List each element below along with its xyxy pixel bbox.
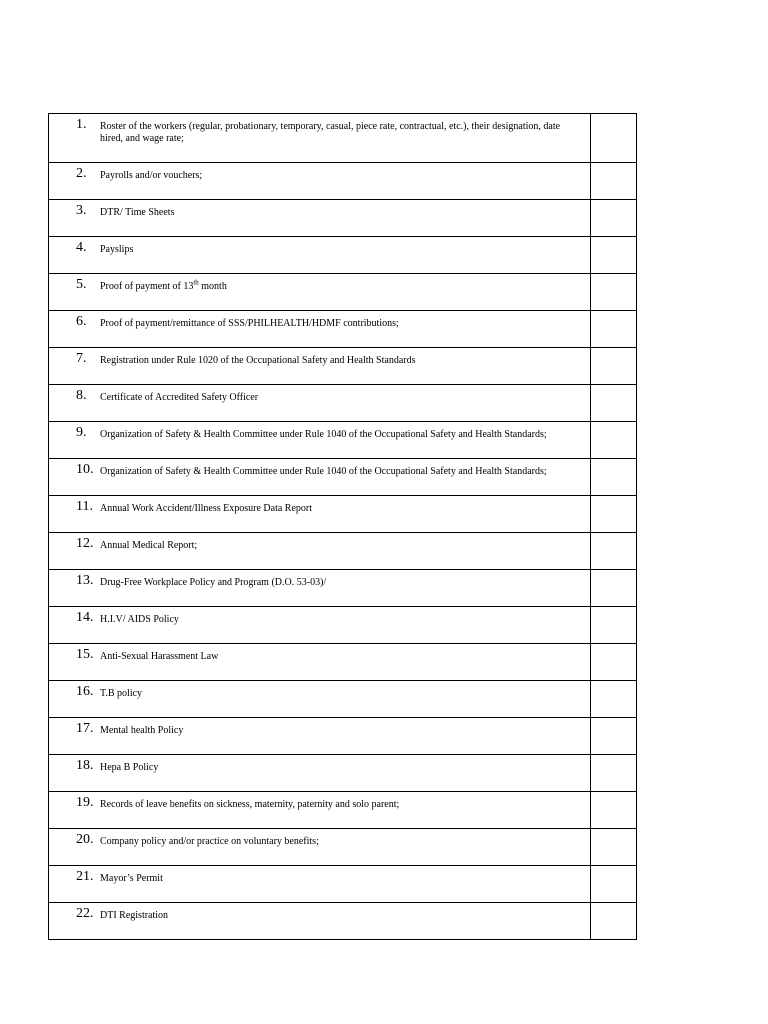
item-number: 13. — [76, 573, 94, 588]
item-cell — [49, 792, 591, 829]
item-text: Roster of the workers (regular, probationary, temporary, casual, piece rate, contractual, etc.), their designation, date hired, and wage rate; — [100, 121, 561, 144]
item-text: Drug-Free Workplace Policy and Program (D.O. 53-03)/ — [100, 577, 327, 588]
item-number: 9. — [76, 425, 87, 440]
item-number: 17. — [76, 721, 94, 736]
check-cell[interactable] — [591, 385, 637, 422]
check-cell[interactable] — [591, 422, 637, 459]
check-cell[interactable] — [591, 237, 637, 274]
item-text: Anti-Sexual Harassment Law — [100, 651, 219, 662]
check-cell[interactable] — [591, 903, 637, 940]
item-number: 1. — [76, 117, 87, 132]
item-cell — [49, 607, 591, 644]
item-cell — [49, 903, 591, 940]
item-number: 7. — [76, 351, 87, 366]
table-row — [49, 348, 637, 385]
table-row — [49, 422, 637, 459]
check-cell[interactable] — [591, 681, 637, 718]
item-text: Certificate of Accredited Safety Officer — [100, 392, 259, 403]
item-text: DTR/ Time Sheets — [100, 207, 175, 218]
item-text-main: Proof of payment of 13 — [100, 281, 194, 292]
check-cell[interactable] — [591, 496, 637, 533]
item-text: Proof of payment/remittance of SSS/PHILHEALTH/HDMF contributions; — [100, 318, 399, 329]
check-cell[interactable] — [591, 644, 637, 681]
item-cell — [49, 348, 591, 385]
item-cell — [49, 200, 591, 237]
check-cell[interactable] — [591, 114, 637, 163]
item-number: 4. — [76, 240, 87, 255]
item-text: DTI Registration — [100, 910, 169, 921]
table-row — [49, 459, 637, 496]
item-text: T.B policy — [100, 688, 143, 699]
item-number: 6. — [76, 314, 87, 329]
item-cell — [49, 829, 591, 866]
item-cell — [49, 163, 591, 200]
item-cell — [49, 114, 591, 163]
requirements-checklist-table — [48, 113, 637, 940]
check-cell[interactable] — [591, 274, 637, 311]
item-number: 16. — [76, 684, 94, 699]
item-number: 2. — [76, 166, 87, 181]
item-number: 3. — [76, 203, 87, 218]
table-row — [49, 311, 637, 348]
item-text: Payrolls and/or vouchers; — [100, 170, 203, 181]
table-row — [49, 200, 637, 237]
table-row — [49, 681, 637, 718]
table-row — [49, 644, 637, 681]
item-cell — [49, 274, 591, 311]
table-row — [49, 866, 637, 903]
item-cell — [49, 422, 591, 459]
item-text: Annual Work Accident/Illness Exposure Data Report — [100, 503, 313, 514]
item-text: Mental health Policy — [100, 725, 184, 736]
check-cell[interactable] — [591, 311, 637, 348]
item-text: Payslips — [100, 244, 134, 255]
item-cell — [49, 570, 591, 607]
table-row — [49, 163, 637, 200]
item-text: Organization of Safety & Health Committee under Rule 1040 of the Occupational Safety and Health Standards; — [100, 429, 547, 440]
check-cell[interactable] — [591, 755, 637, 792]
check-cell[interactable] — [591, 718, 637, 755]
table-row — [49, 237, 637, 274]
item-cell — [49, 866, 591, 903]
table-row — [49, 829, 637, 866]
item-text: Organization of Safety & Health Committee under Rule 1040 of the Occupational Safety and Health Standards; — [100, 466, 547, 477]
table-row — [49, 570, 637, 607]
check-cell[interactable] — [591, 163, 637, 200]
ordinal-superscript: th — [193, 278, 199, 287]
check-cell[interactable] — [591, 348, 637, 385]
item-text-tail: month — [198, 281, 227, 292]
table-row — [49, 755, 637, 792]
item-cell — [49, 459, 591, 496]
item-cell — [49, 496, 591, 533]
item-number: 11. — [76, 499, 93, 514]
item-cell — [49, 237, 591, 274]
item-cell — [49, 385, 591, 422]
item-text: Company policy and/or practice on voluntary benefits; — [100, 836, 319, 847]
item-text: Records of leave benefits on sickness, maternity, paternity and solo parent; — [100, 799, 400, 810]
item-text: Mayor’s Permit — [100, 873, 163, 884]
table-row — [49, 533, 637, 570]
table-row — [49, 718, 637, 755]
item-number: 10. — [76, 462, 94, 477]
item-text — [100, 278, 584, 293]
item-cell — [49, 533, 591, 570]
item-cell — [49, 681, 591, 718]
item-text: Registration under Rule 1020 of the Occupational Safety and Health Standards — [100, 355, 416, 366]
table-row — [49, 792, 637, 829]
check-cell[interactable] — [591, 829, 637, 866]
item-cell — [49, 311, 591, 348]
item-text: Hepa B Policy — [100, 762, 159, 773]
table-row — [49, 385, 637, 422]
check-cell[interactable] — [591, 459, 637, 496]
table-row — [49, 903, 637, 940]
item-number: 18. — [76, 758, 94, 773]
table-row — [49, 607, 637, 644]
table-row — [49, 274, 637, 311]
item-number: 20. — [76, 832, 94, 847]
item-cell — [49, 644, 591, 681]
item-cell — [49, 718, 591, 755]
item-text: H.I.V/ AIDS Policy — [100, 614, 179, 625]
item-text: Annual Medical Report; — [100, 540, 198, 551]
table-row — [49, 496, 637, 533]
item-number: 15. — [76, 647, 94, 662]
item-number: 8. — [76, 388, 87, 403]
item-cell — [49, 755, 591, 792]
check-cell[interactable] — [591, 607, 637, 644]
item-number: 14. — [76, 610, 94, 625]
check-cell[interactable] — [591, 570, 637, 607]
item-number: 5. — [76, 277, 87, 292]
item-number: 22. — [76, 906, 94, 921]
item-number: 21. — [76, 869, 94, 884]
check-cell[interactable] — [591, 533, 637, 570]
item-number: 12. — [76, 536, 94, 551]
table-row — [49, 114, 637, 163]
check-cell[interactable] — [591, 792, 637, 829]
check-cell[interactable] — [591, 866, 637, 903]
item-number: 19. — [76, 795, 94, 810]
check-cell[interactable] — [591, 200, 637, 237]
